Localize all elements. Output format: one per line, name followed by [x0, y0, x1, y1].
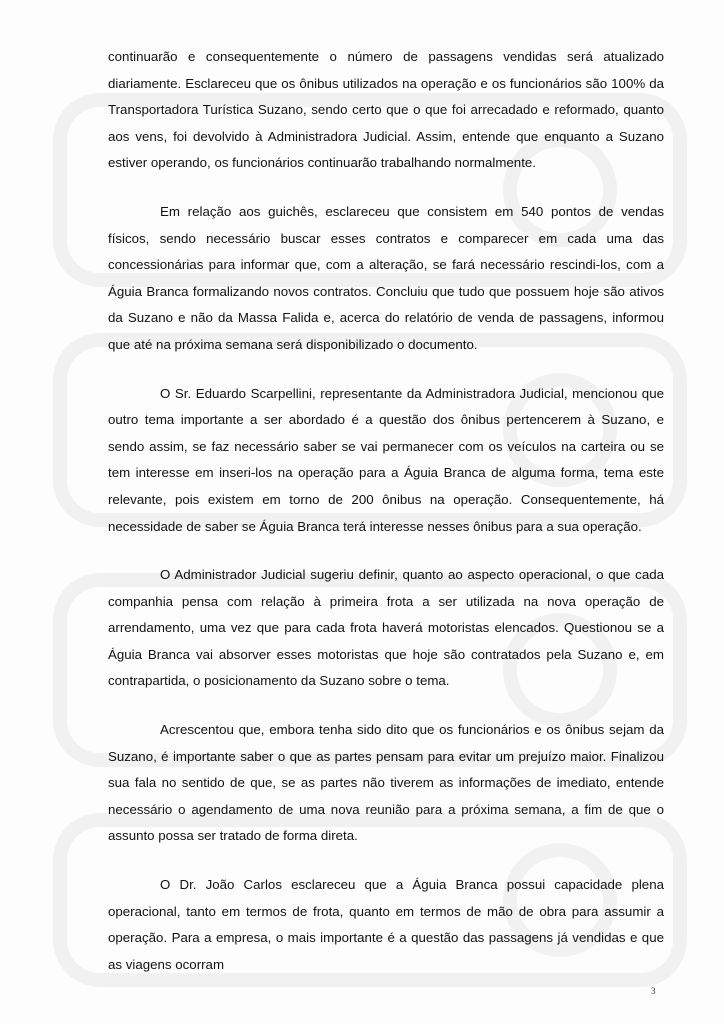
paragraph-5: Acrescentou que, embora tenha sido dito que os funcionários e os ônibus sejam da Suzano, é importante saber o que as partes pensam para evitar um prejuízo maior. Finalizou sua fala no sentido de que, se as partes não tiverem as informações de imediato, entende necessário o agendamento de uma nova reunião para a próxima semana, a fim de que o assunto possa ser tratado de forma direta.: [108, 722, 664, 844]
page-number: 3: [651, 986, 656, 996]
paragraph-4: O Administrador Judicial sugeriu definir, quanto ao aspecto operacional, o que cada companhia pensa com relação à primeira frota a ser utilizada na nova operação de arrendamento, uma vez que para cada frota haverá motoristas elencados. Questionou se a Águia Branca vai absorver esses motoristas que hoje são contratados pela Suzano e, em contrapartida, o posicionamento da Suzano sobre o tema.: [108, 567, 664, 689]
paragraph-6: O Dr. João Carlos esclareceu que a Águia Branca possui capacidade plena operacional, tanto em termos de frota, quanto em termos de mão de obra para assumir a operação. Para a empresa, o mais importante é a questão das passagens já vendidas e que as viagens ocorram: [108, 877, 664, 972]
document-body: [108, 44, 664, 1000]
paragraph-2: Em relação aos guichês, esclareceu que consistem em 540 pontos de vendas físicos, sendo necessário buscar esses contratos e comparecer em cada uma das concessionárias para informar que, com a alteração, se fará necessário rescindi-los, com a Águia Branca formalizando novos contratos. Concluiu que tudo que possuem hoje são ativos da Suzano e não da Massa Falida e, acerca do relatório de venda de passagens, informou que até na próxima semana será disponibilizado o documento.: [108, 203, 664, 352]
paragraph-1: continuarão e consequentemente o número de passagens vendidas será atualizado diariamente. Esclareceu que os ônibus utilizados na operação e os funcionários são 100% da Transportadora Turística Suzano, sendo certo que o que foi arrecadado e reformado, quanto aos vens, foi devolvido à Administradora Judicial. Assim, entende que enquanto a Suzano estiver operando, os funcionários continuarão trabalhando normalmente.: [108, 49, 664, 171]
paragraph-3: O Sr. Eduardo Scarpellini, representante da Administradora Judicial, mencionou que outro tema importante a ser abordado é a questão dos ônibus pertencerem à Suzano, e sendo assim, se faz necessário saber se vai permanecer com os veículos na carteira ou se tem interesse em inseri-los na operação para a Águia Branca de alguma forma, tema este relevante, pois existem em torno de 200 ônibus na operação. Consequentemente, há necessidade de saber se Águia Branca terá interesse nesses ônibus para a sua operação.: [108, 385, 664, 534]
